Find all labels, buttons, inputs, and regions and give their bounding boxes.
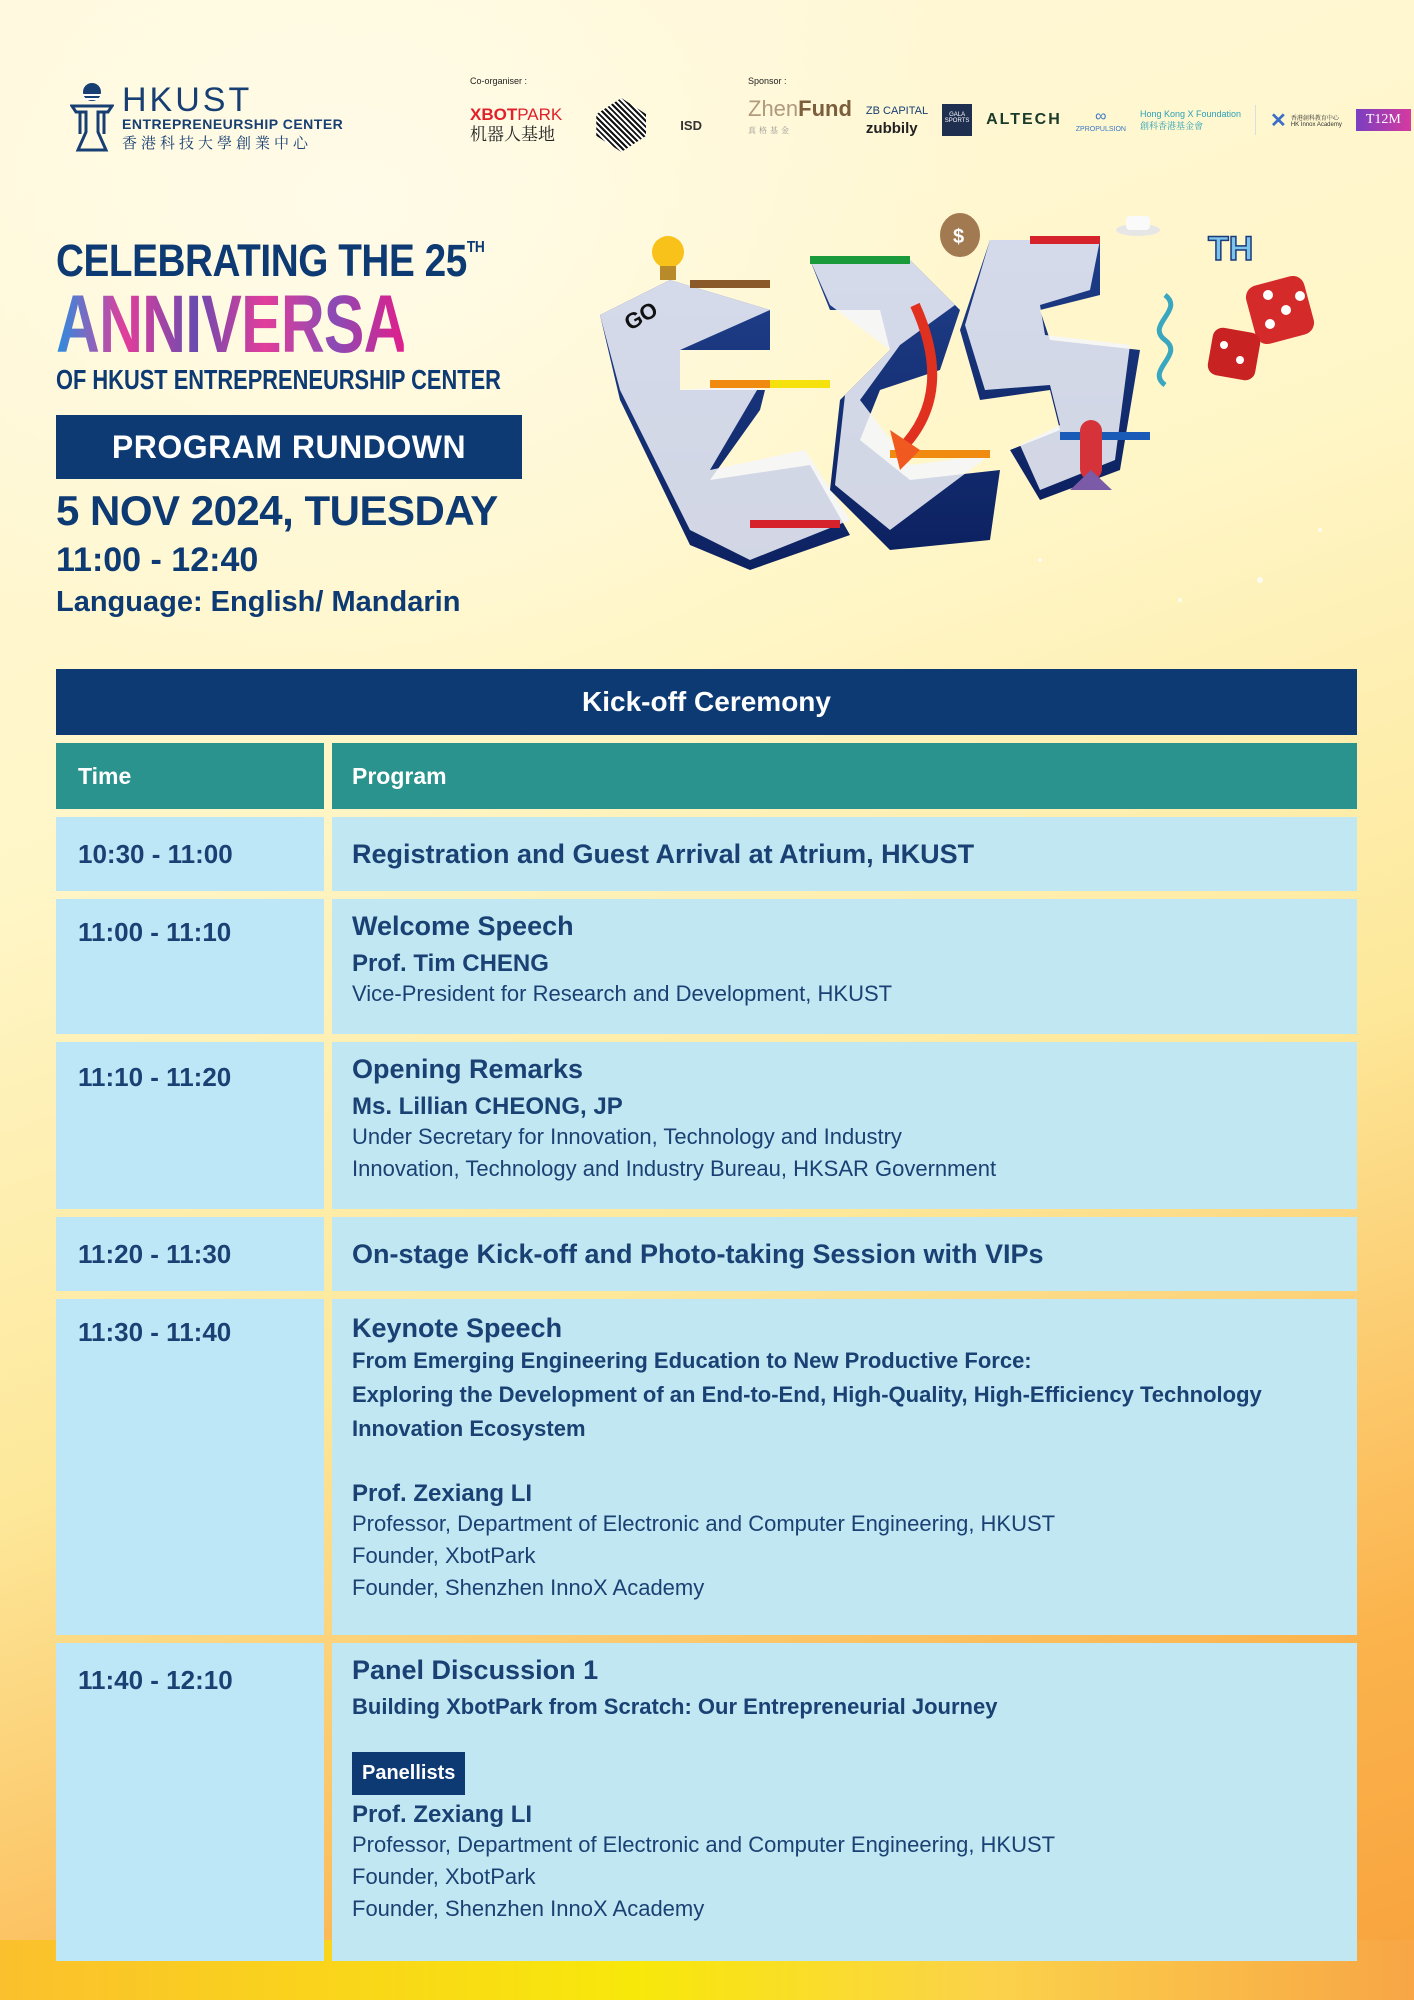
row-time: 11:40 - 12:10: [56, 1643, 324, 1961]
table-row: [56, 1217, 1357, 1291]
event-language: Language: English/ Mandarin: [56, 586, 461, 618]
event-time: 11:00 - 12:40: [56, 541, 259, 579]
table-row: [56, 1643, 1357, 1961]
program-rundown-banner: PROGRAM RUNDOWN: [56, 415, 522, 479]
speaker-role: Professor, Department of Electronic and Computer Engineering, HKUST: [352, 1511, 1056, 1536]
event-date: 5 NOV 2024, TUESDAY: [56, 487, 498, 534]
speaker-role: Founder, XbotPark: [352, 1543, 536, 1568]
column-header-program: Program: [332, 743, 1357, 809]
hkust-emblem-icon: [70, 82, 114, 154]
xbotpark-logo: XBOTPARK 机器人基地: [470, 105, 563, 145]
money-bag-icon: [940, 213, 980, 257]
svg-text:$: $: [953, 226, 965, 248]
program-title: Registration and Guest Arrival at Atrium, HKUST: [352, 838, 975, 869]
panellists-badge: Panellists: [352, 1752, 465, 1795]
speaker-role: Professor, Department of Electronic and Computer Engineering, HKUST: [352, 1832, 1056, 1857]
speaker-role: Vice-President for Research and Development, HKUST: [352, 981, 893, 1006]
zb-capital-zubbily-logo: ZB CAPITAL zubbily: [865, 104, 929, 137]
co-organiser-group: [470, 76, 702, 152]
speaker-name: Prof. Zexiang LI: [352, 1480, 533, 1507]
hkust-wordmark: HKUST: [122, 80, 253, 119]
speaker-name: Prof. Zexiang LI: [352, 1801, 533, 1828]
superscript-th: TH: [1208, 230, 1254, 268]
hong-kong-x-foundation-logo: Hong Kong X Foundation 創科香港基金會: [1139, 109, 1242, 131]
cube-logo-icon: [596, 98, 646, 152]
logo-divider: [1255, 105, 1256, 135]
column-header-time: Time: [56, 743, 324, 809]
program-title: Welcome Speech: [352, 911, 574, 941]
co-organiser-label: Co-organiser :: [470, 76, 528, 86]
row-time: 11:30 - 11:40: [56, 1299, 324, 1635]
program-title: Opening Remarks: [352, 1054, 584, 1084]
sponsor-group: [748, 76, 1411, 142]
table-header-row: [56, 743, 1357, 809]
t12m-logo: T12M: [1356, 109, 1411, 131]
infinity-icon: ∞: [1095, 107, 1107, 125]
table-row: [56, 899, 1357, 1034]
gala-sports-logo: GALA SPORTS: [942, 104, 972, 136]
altech-logo: ALTECH: [986, 111, 1062, 128]
hk-innox-academy-logo: ✕ 香港創科教育中心 HK Innox Academy: [1270, 109, 1342, 132]
dice-icon: [1206, 273, 1317, 382]
row-time: 10:30 - 11:00: [56, 817, 324, 891]
speaker-role: Founder, XbotPark: [352, 1864, 536, 1889]
table-row: [56, 817, 1357, 891]
talk-title-line: Innovation Ecosystem: [352, 1416, 586, 1441]
hkust-ec-logo: [70, 82, 343, 154]
x-figure-icon: ✕: [1270, 109, 1287, 132]
hkust-ec-chinese: 香港科技大學創業中心: [122, 133, 313, 152]
zhenfund-logo: ZhenFund 真格基金: [748, 96, 852, 135]
sponsor-label: Sponsor :: [748, 76, 787, 86]
event-title-block: [56, 222, 526, 619]
coffee-cup-icon: [1116, 216, 1160, 236]
speaker-name: Ms. Lillian CHEONG, JP: [352, 1093, 623, 1120]
title-line-of-hkust: OF HKUST ENTREPRENEURSHIP CENTER: [56, 364, 501, 395]
table-row: [56, 1299, 1357, 1635]
panel-topic: Building XbotPark from Scratch: Our Entrepreneurial Journey: [352, 1694, 998, 1719]
row-time: 11:10 - 11:20: [56, 1042, 324, 1209]
speaker-role: Founder, Shenzhen InnoX Academy: [352, 1575, 705, 1600]
sparkle-decorations: [1038, 528, 1322, 602]
program-title: On-stage Kick-off and Photo-taking Session with VIPs: [352, 1238, 1044, 1269]
title-anniversary: ANNIVERSARY: [56, 279, 488, 370]
speaker-role: Innovation, Technology and Industry Bureau, HKSAR Government: [352, 1156, 997, 1181]
number-5-block: [960, 236, 1150, 500]
dna-icon: [1159, 295, 1171, 385]
lightbulb-icon: [652, 236, 684, 280]
zpropulsion-logo: ∞ ZPROPULSION: [1075, 107, 1126, 133]
table-caption: Kick-off Ceremony: [56, 669, 1357, 735]
hkust-ec-subtitle: ENTREPRENEURSHIP CENTER: [122, 115, 344, 132]
program-title: Keynote Speech: [352, 1313, 563, 1343]
row-time: 11:00 - 11:10: [56, 899, 324, 1034]
program-title: Panel Discussion 1: [352, 1655, 599, 1685]
speaker-role: Under Secretary for Innovation, Technology and Industry: [352, 1124, 902, 1149]
schedule-table: [56, 669, 1357, 1961]
speaker-role: Founder, Shenzhen InnoX Academy: [352, 1896, 705, 1921]
talk-title-line: From Emerging Engineering Education to New Productive Force:: [352, 1348, 1032, 1373]
isd-logo: ISD: [680, 117, 702, 133]
e25-board-game-illustration: [560, 200, 1350, 620]
talk-title-line: Exploring the Development of an End-to-End, High-Quality, High-Efficiency Technology: [352, 1382, 1262, 1407]
speaker-name: Prof. Tim CHENG: [352, 950, 549, 977]
title-line-celebrating: CELEBRATING THE 25TH: [56, 235, 485, 286]
table-row: [56, 1042, 1357, 1209]
svg-text:GO: GO: [619, 296, 662, 336]
row-time: 11:20 - 11:30: [56, 1217, 324, 1291]
